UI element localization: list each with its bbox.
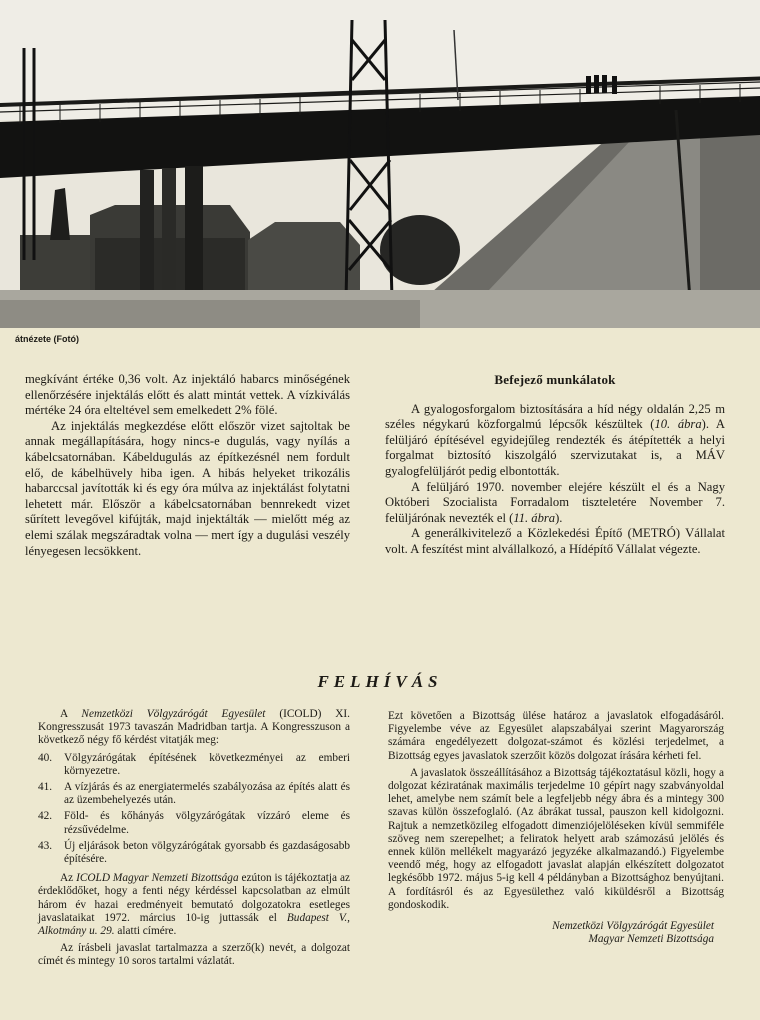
paragraph: Az injektálás megkezdése előtt először vizet sajtoltak be annak megállapítására, hogy nincs-e dugulás, vagy nyílás a kábelcsatornában. Kábeldugulás az építkezésnél nem fordult elő, de kábelhüvely hiba igen. A hibás helyeket trikozális habarccsal javították ki és egy óra múlva az injektálást folytatni lehetett már. Először a kábelcsatornában bennrekedt vizet sűrített levegővel kifújták, majd injektálták — mielőtt még az elemi szálak megszáradtak volna — mert így a dugulási veszély lényegesen lecsökkent. <box>25 418 350 558</box>
list-item: 42. Föld- és kőhányás völgyzárógátak vízzáró eleme és rézsűvédelme. <box>38 810 350 836</box>
signature-line: Nemzetközi Völgyzárógát Egyesület <box>552 920 714 933</box>
notice-right-column <box>388 710 724 946</box>
notice-left-column <box>38 708 350 973</box>
article-left-column <box>25 372 350 559</box>
bridge-photo <box>0 0 760 328</box>
list-item: 41. A vízjárás és az energiatermelés szabályozása az építés alatt és az üzembehelyezés után. <box>38 781 350 807</box>
paragraph: A gyalogosforgalom biztosítására a híd négy oldalán 2,25 m széles négykarú közforgalmú lépcsők készültek (10. ábra). A felüljáró építésével egyidejűleg rendezték és átépítették a helyi forgalmat biztosító kiszolgáló szervizutakat is, a MÁV gyalogfelüljárót pedig elbontották. <box>385 401 726 478</box>
photo-caption: átnézete (Fotó) <box>15 334 79 344</box>
article-right-column <box>385 372 725 558</box>
paragraph: Az ICOLD Magyar Nemzeti Bizottsága ezúton is tájékoztatja az érdeklődőket, hogy a fenti négy kérdéssel kapcsolatban az elmúlt három év hazai eredményeit bemutató dolgozatokra esetleges javaslataikat 1972. március 10-ig juttassák el Budapest V., Alkotmány u. 29. alatti címére. <box>38 872 351 938</box>
paragraph: A generálkivitelező a Közlekedési Építő (METRÓ) Vállalat volt. A feszítést mint alvállalkozó, a Hídépítő Vállalat végezte. <box>385 526 725 556</box>
paragraph: Ezt követően a Bizottság ülése határoz a javaslatok elfogadásáról. Figyelembe véve az Egyesület alapszabályai szerint Magyarország számára engedélyezett dolgozat-számot és közlési terjedelmet, a Bizottság egyes javaslatok szerzőit közös dolgozat írására kérheti fel. <box>388 710 724 762</box>
signature <box>388 920 724 946</box>
question-list <box>38 752 350 867</box>
notice-intro: A Nemzetközi Völgyzárógát Egyesület (ICOLD) XI. Kongresszusát 1973 tavaszán Madridban tartja. A Kongresszuson a következő négy fő kérdést vitatják meg: <box>38 708 350 747</box>
section-heading: Befejező munkálatok <box>494 372 616 387</box>
paragraph: megkívánt értéke 0,36 volt. Az injektáló habarcs minőségének ellenőrzésére injektálás előtt és alatt mintát vettek. A vízkiválás mértéke 24 óra elteltével sem emelkedett 2% fölé. <box>25 372 350 418</box>
paragraph: A javaslatok összeállításához a Bizottság tájékoztatásul közli, hogy a dolgozat kéziratának maximális terjedelme 10 gépírt nagy szabványoldal lehet, amelybe nem számít bele a legfeljebb négy ábra és a mintegy 300 szavas külön összefoglaló. (Az ábrákat tussal, pauszon kell kidolgozni. Rajtuk a nemzetközileg elfogadott dimenziójelöléseken kívül semmiféle szöveg nem szerepelhet; a feliratok helyett arab számozású jelölés és ennek külön mellékelt magyarázó jegyzéke alkalmazandó.) Figyelembe veendő még, hogy az elfogadott javaslat alapján elkészített dolgozatot legkésőbb 1972. május 5-ig kell 4 példányban a Bizottsághoz benyújtani. A fordításról és az Egyesülethez való kiküldésről a Bizottság gondoskodik. <box>388 766 724 911</box>
list-item: 40. Völgyzárógátak építésének következményei az emberi környezetre. <box>38 751 350 777</box>
paragraph: A felüljáró 1970. november elejére készült el és a Nagy Októberi Szocialista Forradalom tiszteletére November 7. felüljárónak nevezték el (11. ábra). <box>385 479 725 525</box>
notice-title: FELHÍVÁS <box>317 672 443 691</box>
paragraph: Az írásbeli javaslat tartalmazza a szerző(k) nevét, a dolgozat címét és mintegy 10 soros tartalmi vázlatát. <box>38 942 350 968</box>
signature-line: Magyar Nemzeti Bizottsága <box>588 933 714 946</box>
list-item: 43. Új eljárások beton völgyzárógátak gyorsabb és gazdaságosabb építésére. <box>38 839 350 866</box>
